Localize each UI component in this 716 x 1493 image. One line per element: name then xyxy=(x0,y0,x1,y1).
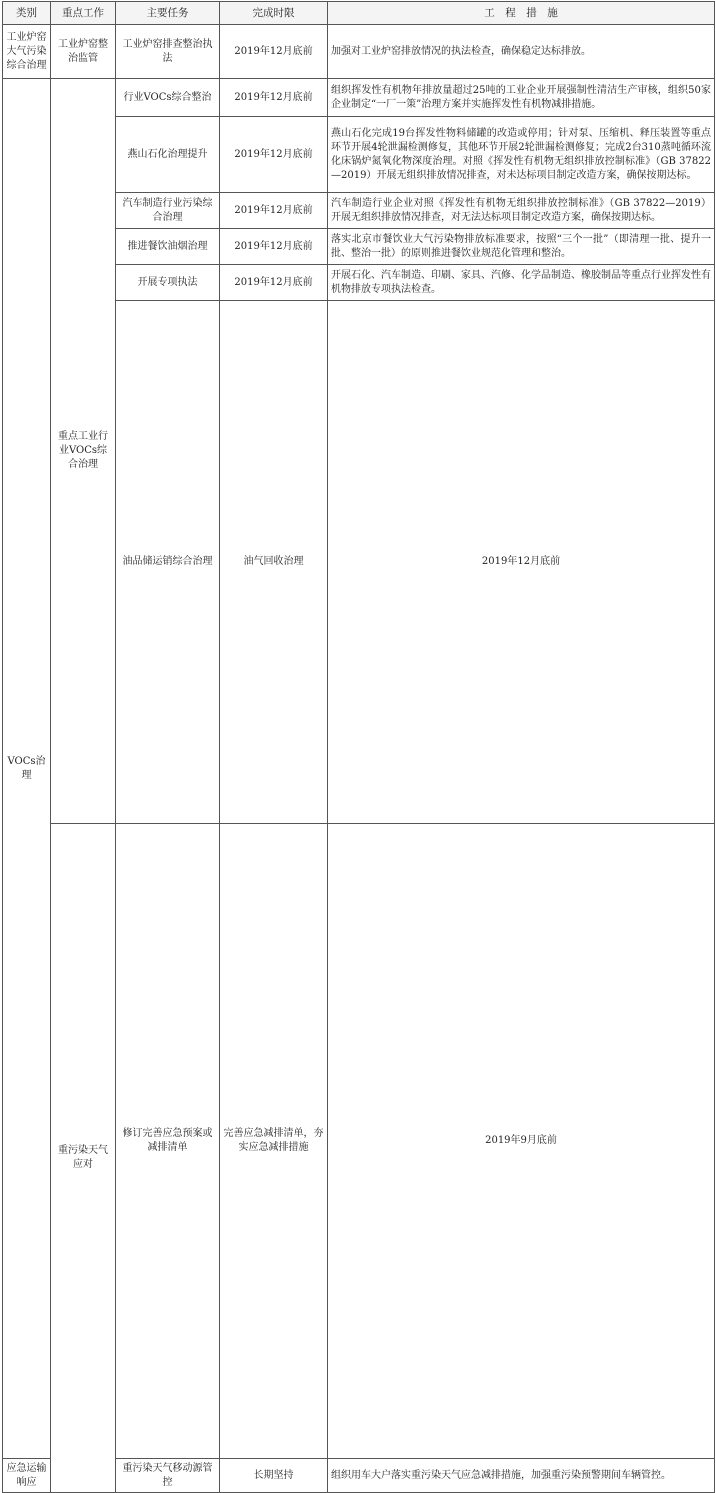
deadline-cell: 2019年12月底前 xyxy=(220,193,328,229)
key-work-cell: 重点工业行业VOCs综合治理 xyxy=(51,79,116,824)
deadline-cell: 长期坚持 xyxy=(220,1459,328,1493)
task-cell: 油气回收治理 xyxy=(220,301,328,824)
table-row xyxy=(3,79,715,117)
deadline-cell: 2019年12月底前 xyxy=(220,79,328,117)
measure-cell: 汽车制造行业企业对照《挥发性有机物无组织排放控制标准》（GB 37822—2019）开展无组织排放情况排查，对无法达标项目制定改造方案，确保按期达标。 xyxy=(328,193,715,229)
deadline-cell: 2019年12月底前 xyxy=(220,265,328,301)
header-measures: 工 程 措 施 xyxy=(328,2,715,25)
deadline-cell: 2019年9月底前 xyxy=(328,824,715,1459)
key-work-cell: 工业炉窑整治监管 xyxy=(51,25,116,79)
deadline-cell: 2019年12月底前 xyxy=(220,117,328,193)
measure-cell: 组织用车大户落实重污染天气应急减排措施，加强重污染预警期间车辆管控。 xyxy=(328,1459,715,1493)
key-work-cell: 修订完善应急预案或减排清单 xyxy=(116,824,220,1459)
measure-cell: 燕山石化完成19台挥发性物料储罐的改造或停用；针对泵、压缩机、释压装置等重点环节开展4轮泄漏检测修复，其他环节开展2轮泄漏检测修复；完成2台310蒸吨循环流化床锅炉氮氧化物深度治理。对照《挥发性有机物无组织排放控制标准》（GB 37822—2019）开展无组织排放情况排查，对未达标项目制定改造方案，确保按期达标。 xyxy=(328,117,715,193)
task-cell: 行业VOCs综合整治 xyxy=(116,79,220,117)
header-key-work: 重点工作 xyxy=(51,2,116,25)
deadline-cell: 2019年12月底前 xyxy=(220,25,328,79)
measure-cell: 开展石化、汽车制造、印刷、家具、汽修、化学品制造、橡胶制品等重点行业挥发性有机物排放专项执法检查。 xyxy=(328,265,715,301)
header-main-task: 主要任务 xyxy=(116,2,220,25)
header-category: 类别 xyxy=(3,2,51,25)
header-deadline: 完成时限 xyxy=(220,2,328,25)
measure-cell: 加强对工业炉窑排放情况的执法检查，确保稳定达标排放。 xyxy=(328,25,715,79)
category-cell: 重污染天气应对 xyxy=(51,824,116,1493)
deadline-cell: 2019年12月底前 xyxy=(220,229,328,265)
task-cell: 燕山石化治理提升 xyxy=(116,117,220,193)
measure-cell: 组织挥发性有机物年排放量超过25吨的工业企业开展强制性清洁生产审核，组织50家企业制定“一厂一策”治理方案并实施挥发性有机物减排措施。 xyxy=(328,79,715,117)
document-table xyxy=(2,1,715,1493)
task-cell: 工业炉窑排查整治执法 xyxy=(116,25,220,79)
category-cell: VOCs治理 xyxy=(3,79,51,1459)
task-cell: 重污染天气移动源管控 xyxy=(116,1459,220,1493)
task-cell: 汽车制造行业污染综合治理 xyxy=(116,193,220,229)
category-cell: 工业炉窑大气污染综合治理 xyxy=(3,25,51,79)
key-work-cell: 油品储运销综合治理 xyxy=(116,301,220,824)
task-cell: 完善应急减排清单，夯实应急减排措施 xyxy=(220,824,328,1459)
table-row xyxy=(3,25,715,79)
task-cell: 开展专项执法 xyxy=(116,265,220,301)
key-work-cell: 应急运输响应 xyxy=(3,1459,51,1493)
task-cell: 推进餐饮油烟治理 xyxy=(116,229,220,265)
table-row xyxy=(3,824,715,1459)
measure-cell: 落实北京市餐饮业大气污染物排放标准要求，按照“三个一批”（即清理一批、提升一批、整治一批）的原则推进餐饮业规范化管理和整治。 xyxy=(328,229,715,265)
table-header-row xyxy=(3,2,715,25)
deadline-cell: 2019年12月底前 xyxy=(328,301,715,824)
